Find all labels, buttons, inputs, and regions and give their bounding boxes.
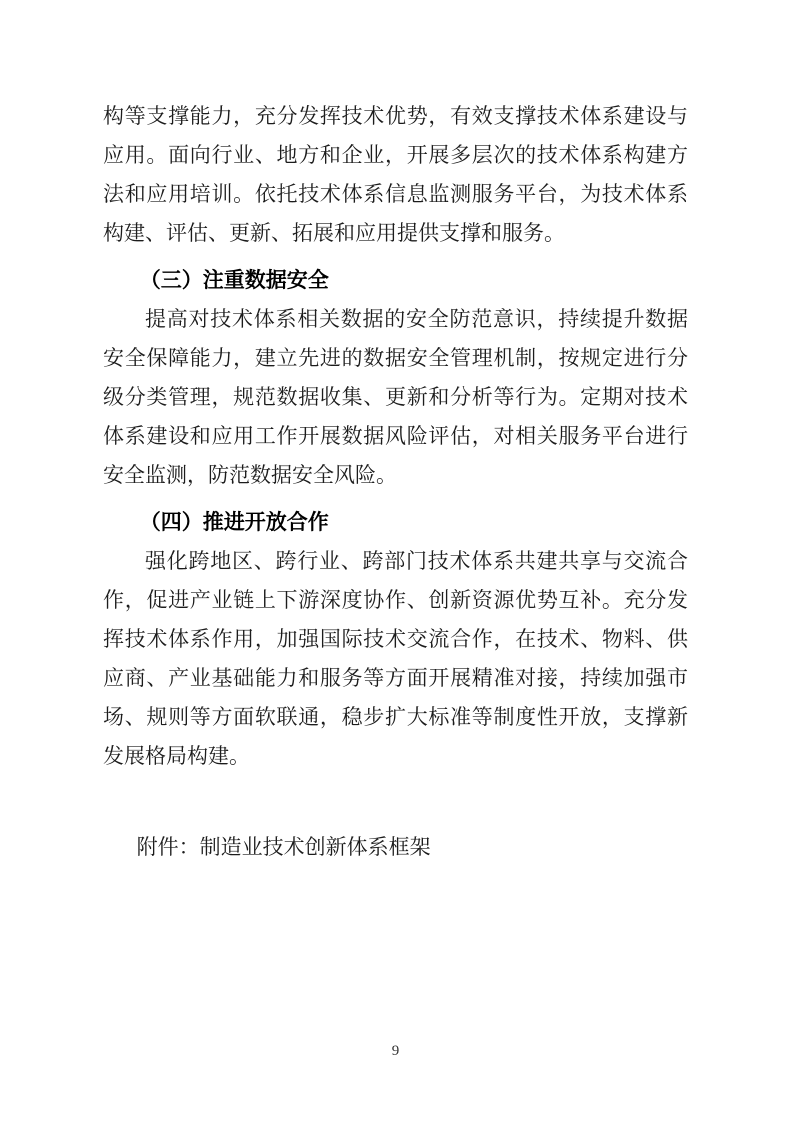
body-line: 构建、评估、更新、拓展和应用提供支撑和服务。 — [103, 221, 565, 245]
page-number: 9 — [391, 1043, 400, 1059]
section-heading: （三）注重数据安全 — [139, 268, 329, 292]
body-line: 场、规则等方面软联通，稳步扩大标准等制度性开放，支撑新 — [103, 705, 688, 729]
body-line: 发展格局构建。 — [103, 744, 250, 768]
body-line: 强化跨地区、跨行业、跨部门技术体系共建共享与交流合 — [145, 549, 688, 573]
body-line: 安全监测，防范数据安全风险。 — [103, 463, 397, 487]
body-line: 挥技术体系作用，加强国际技术交流合作，在技术、物料、供 — [103, 627, 688, 651]
body-line: 构等支撑能力，充分发挥技术优势，有效支撑技术体系建设与 — [103, 104, 688, 128]
section-heading: （四）推进开放合作 — [139, 510, 329, 534]
body-line: 应用。面向行业、地方和企业，开展多层次的技术体系构建方 — [103, 143, 688, 167]
document-body — [103, 97, 688, 867]
attachment-line: 附件：制造业技术创新体系框架 — [136, 835, 431, 859]
body-line: 体系建设和应用工作开展数据风险评估，对相关服务平台进行 — [103, 424, 688, 448]
body-line: 应商、产业基础能力和服务等方面开展精准对接，持续加强市 — [103, 666, 688, 690]
body-line: 作，促进产业链上下游深度协作、创新资源优势互补。充分发 — [103, 588, 688, 612]
body-line: 安全保障能力，建立先进的数据安全管理机制，按规定进行分 — [103, 346, 688, 370]
body-line: 法和应用培训。依托技术体系信息监测服务平台，为技术体系 — [103, 182, 688, 206]
body-line: 提高对技术体系相关数据的安全防范意识，持续提升数据 — [145, 307, 688, 331]
body-line: 级分类管理，规范数据收集、更新和分析等行为。定期对技术 — [103, 385, 688, 409]
